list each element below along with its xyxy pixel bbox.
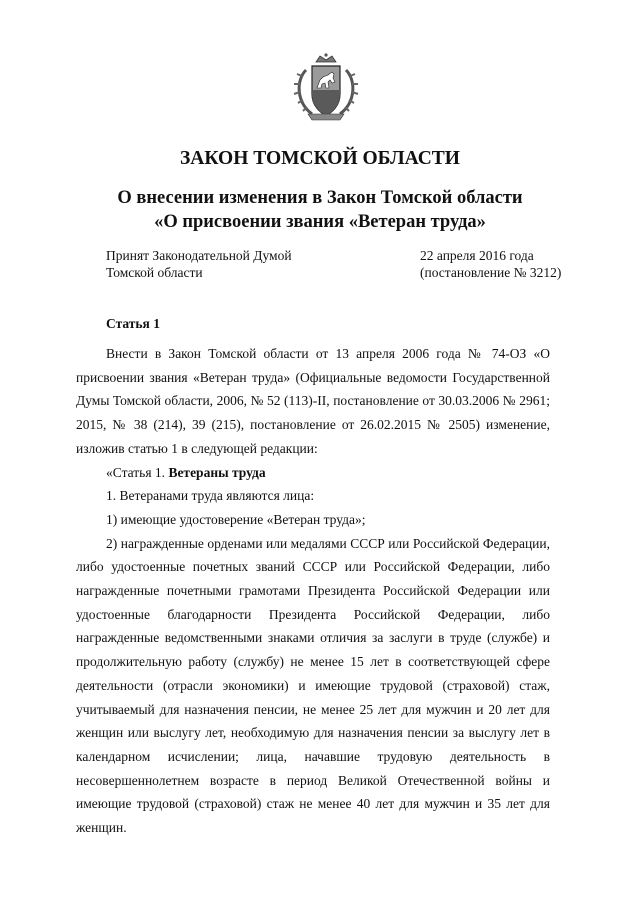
law-subtitle xyxy=(0,186,640,234)
item-intro: 1. Ветеранами труда являются лица: xyxy=(106,488,315,504)
adoption-date-block xyxy=(420,247,561,281)
coat-of-arms-icon xyxy=(292,52,360,122)
article-heading: Статья 1 xyxy=(106,316,160,331)
adoption-date: 22 апреля 2016 года xyxy=(420,248,534,263)
article-body xyxy=(76,342,550,840)
quote-heading: Ветераны труда xyxy=(168,464,266,480)
quote-prefix: «Статья 1. xyxy=(106,464,169,480)
paragraph-amendment: Внести в Закон Томской области от 13 апреля 2006 года № 74-ОЗ «О присвоении звания «Ветеран труда» (Официальные ведомости Государственной Думы Томской области, 2006, № 52 (113)-II, постановление от 30.03.2006 № 2961; 2015, № 38 (214), 39 (215), постановление от 26.02.2015 № 2505) изменение, изложив статью 1 в следующей редакции: xyxy=(76,346,550,456)
adopted-by-line-2: Томской области xyxy=(106,265,203,280)
law-title: ЗАКОН ТОМСКОЙ ОБЛАСТИ xyxy=(180,148,460,169)
adopted-by-line-1: Принят Законодательной Думой xyxy=(106,248,292,263)
list-item-1: 1) имеющие удостоверение «Ветеран труда»; xyxy=(106,511,366,527)
subtitle-line-2: «О присвоении звания «Ветеран труда» xyxy=(154,212,486,232)
adopted-by-block xyxy=(106,247,292,281)
quoted-article-title xyxy=(76,461,550,485)
resolution-number: (постановление № 3212) xyxy=(420,265,562,280)
subtitle-line-1: О внесении изменения в Закон Томской области xyxy=(117,188,523,208)
list-item-2: 2) награжденные орденами или медалями СССР или Российской Федерации, либо удостоенные почетных званий СССР или Российской Федерации, либо награжденные почетными грамотами Президента Российской Федерации или удостоенные благодарности Президента Российской Федерации, либо награжденные ведомственными знаками отличия за заслуги в труде (службе) и продолжительную работу (службу) не менее 15 лет в соответствующей сфере деятельности (отрасли экономики) и имеющие трудовой (страховой) стаж, учитываемый для назначения пенсии, не менее 25 лет для мужчин и 20 лет для женщин или выслугу лет, необходимую для назначения пенсии за выслугу лет в календарном исчислении; лица, начавшие трудовую деятельность в несовершеннолетнем возрасте в период Великой Отечественной войны и имеющие трудовой (страховой) стаж не менее 40 лет для мужчин и 35 лет для женщин. xyxy=(76,535,550,836)
